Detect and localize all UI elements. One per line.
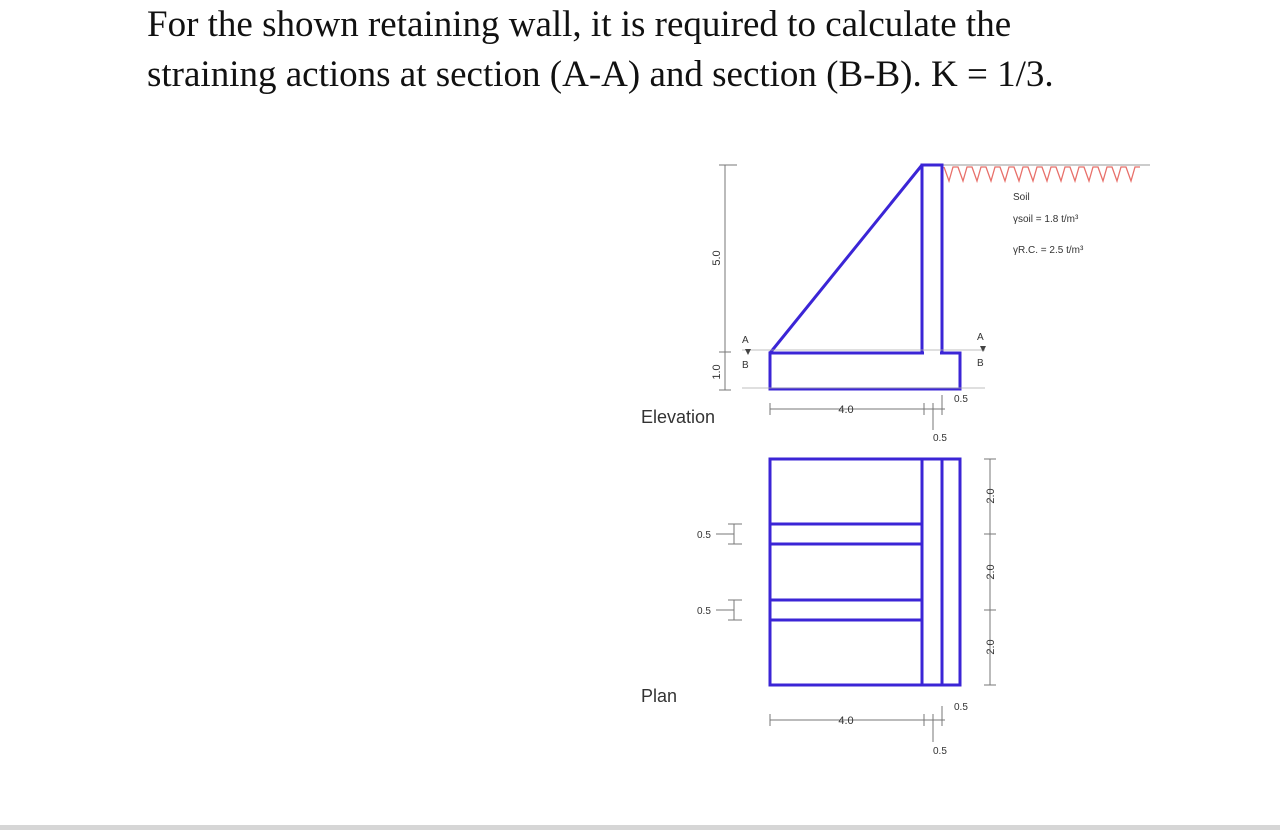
soil-hatch — [944, 167, 1140, 181]
section-b-left: B — [742, 360, 749, 371]
base-slab — [770, 353, 960, 389]
dim-stem-elev-bottom: 0.5 — [933, 433, 947, 444]
stem-wall — [922, 165, 942, 353]
bottom-divider — [0, 825, 1280, 830]
counterfort — [770, 165, 922, 353]
plan-counterfort-2 — [770, 600, 922, 620]
section-b-right: B — [977, 358, 984, 369]
dim-heel-plan: 4.0 — [838, 715, 854, 727]
dim-wall-height: 5.0 — [711, 250, 723, 266]
dim-spacing-1: 2.0 — [985, 488, 997, 504]
soil-hatch-path — [944, 167, 1140, 181]
plan-counterfort-1 — [770, 524, 922, 544]
dim-spacing-3: 2.0 — [985, 639, 997, 655]
section-a-left: A — [742, 335, 749, 346]
soil-unit-weight: γsoil = 1.8 t/m³ — [1013, 214, 1079, 225]
dim-rib-1: 0.5 — [697, 530, 711, 541]
rib-dimensions — [716, 524, 742, 620]
problem-line-1: For the shown retaining wall, it is required to calculate the — [147, 4, 1012, 45]
dim-stem-elev-top: 0.5 — [954, 394, 968, 405]
elevation-label: Elevation — [641, 407, 716, 427]
dim-spacing-2: 2.0 — [985, 564, 997, 580]
dim-rib-2: 0.5 — [697, 606, 711, 617]
dim-heel-elev: 4.0 — [838, 404, 854, 416]
dim-stem-plan-bottom: 0.5 — [933, 746, 947, 757]
plan-base-outline — [770, 459, 960, 685]
plan-horizontal-dimension — [770, 706, 945, 742]
elevation-view — [641, 165, 1150, 444]
plan-view — [641, 459, 997, 757]
problem-line-2: straining actions at section (A-A) and section (B-B). K = 1/3. — [147, 54, 1054, 95]
rc-unit-weight: γR.C. = 2.5 t/m³ — [1013, 245, 1084, 256]
dim-base-thickness: 1.0 — [711, 364, 723, 380]
dim-stem-plan-top: 0.5 — [954, 702, 968, 713]
elevation-horizontal-dimension — [770, 395, 945, 430]
soil-label: Soil — [1013, 192, 1030, 203]
section-a-right: A — [977, 332, 984, 343]
plan-label: Plan — [641, 686, 678, 706]
vertical-dimension — [719, 165, 737, 390]
